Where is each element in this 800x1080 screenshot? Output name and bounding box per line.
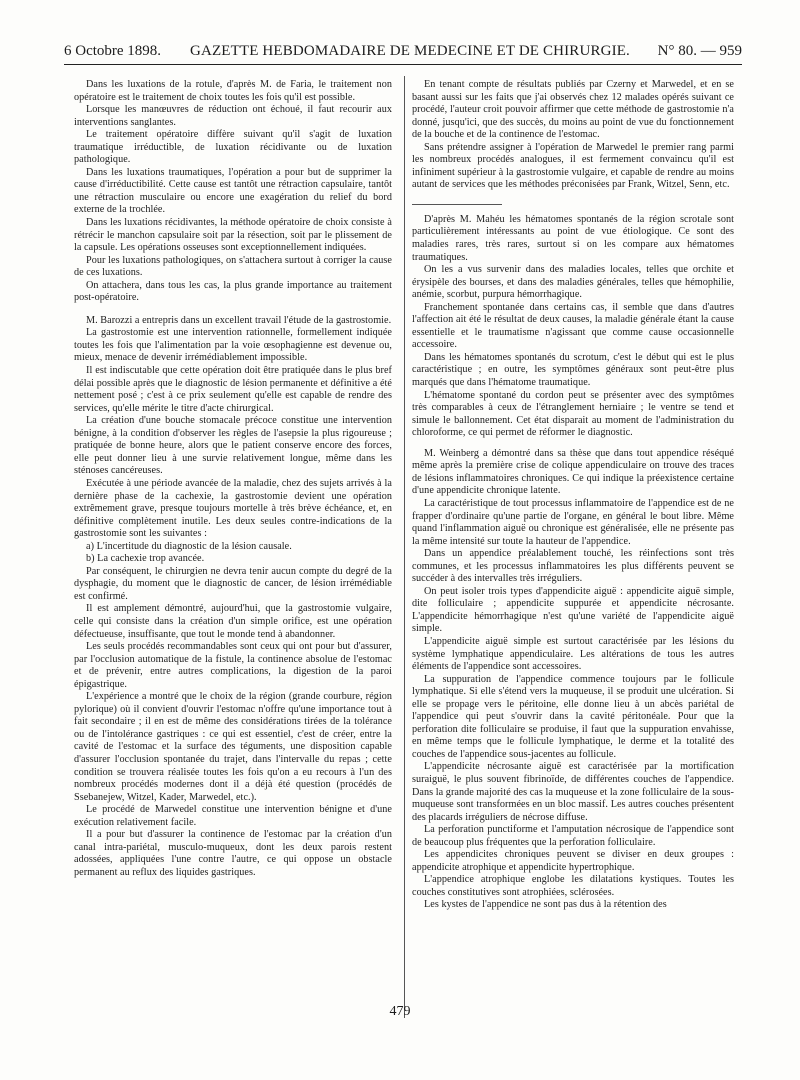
paragraph: Dans les luxations traumatiques, l'opération a pour but de supprimer la cause d'irréductibilité. Cette cause est tantôt une rétraction capsulaire, tantôt une rétraction musculaire ou encore une exagération du relief du bord externe de la trochlée. xyxy=(74,166,392,216)
paragraph: Les kystes de l'appendice ne sont pas dus à la rétention des xyxy=(424,899,667,911)
list-item: a) L'incertitude du diagnostic de la lésion causale. xyxy=(86,540,292,552)
paragraph: Les seuls procédés recommandables sont ceux qui ont pour but d'assurer, par l'occlusion automatique de la fistule, la continence absolue de l'estomac et de prévenir, entre autres complications, la digestion de la paroi épigastrique. xyxy=(74,641,392,690)
paragraph: L'hématome spontané du cordon peut se présenter avec des symptômes très comparables à ceux de l'étranglement herniaire ; le ventre se tend et simule le ballonnement. Cet état disparait au moment de l'administration du chloroforme, ce qui permet de réformer le diagnostic. xyxy=(412,389,734,439)
paragraph: Dans les luxations récidivantes, la méthode opératoire de choix consiste à rétrécir le manchon capsulaire soit par la résection, soit par le plissement de la capsule. Les opérations osseuses sont exceptionnellement indiquées. xyxy=(74,217,392,254)
paragraph: Dans un appendice préalablement touché, les réinfections sont très communes, et les processus inflammatoires les plus différents peuvent se succéder à des intervalles très irréguliers. xyxy=(412,548,734,585)
paragraph: Pour les luxations pathologiques, on s'attachera surtout à corriger la cause de ces luxations. xyxy=(74,254,392,279)
paragraph: Lorsque les manœuvres de réduction ont échoué, il faut recourir aux interventions sanglantes. xyxy=(74,104,392,128)
paragraph: Il est indiscutable que cette opération doit être pratiquée dans le plus bref délai possible après que le diagnostic de lésion permanente et définitive a été nettement posé ; c'est à ce prix seulement qu'elle est capable de rendre des services, qu'elle mérite le titre d'acte chirurgical. xyxy=(74,365,392,414)
paragraph: Franchement spontanée dans certains cas, il semble que dans d'autres l'affection ait été le résultat de deux causes, la maladie générale étant la cause essentielle et le traumatisme n'agissant que comme cause occasionnelle accessoire. xyxy=(412,301,734,351)
right-column xyxy=(412,79,734,1029)
journal-title: GAZETTE HEBDOMADAIRE DE MEDECINE ET DE CHIRURGIE. xyxy=(190,43,630,59)
paragraph: Dans les hématomes spontanés du scrotum, c'est le début qui est le plus caractéristique ; en outre, les symptômes généraux sont peut-être plus marqués que dans l'hématome traumatique. xyxy=(412,351,734,389)
paragraph: M. Weinberg a démontré dans sa thèse que dans tout appendice réséqué même après la première crise de colique appendiculaire on trouve des traces de lésions inflammatoires chroniques. Ce qui indique la préexistence certaine d'une appendicite chronique latente. xyxy=(412,447,734,497)
running-head xyxy=(64,40,742,62)
paragraph: L'expérience a montré que le choix de la région (grande courbure, région pylorique) où il convient d'ouvrir l'estomac n'offre qu'une importance tout à fait secondaire ; il en est de même des considérations tirées de la tolérance ou de l'intolérance gastriques : ce qui est essentiel, c'est de créer, entre la cavité de l'estomac et la surface des téguments, une disposition capable d'assurer l'occlusion spontanée du trajet, dans l'intervalle du repas ; cette condition se trouvera réalisée toutes les fois qu'on a eu recours à l'un des nombreux procédés modernes dont il a déjà été question (procédés de Ssebanejew, Witzel, Kader, Marwedel, etc.). xyxy=(74,691,392,803)
paragraph: Il est amplement démontré, aujourd'hui, que la gastrostomie vulgaire, celle qui consiste dans la création d'un simple orifice, est une opération défectueuse, insuffisante, que tout le monde tend à abandonner. xyxy=(74,603,392,640)
paragraph: Le traitement opératoire diffère suivant qu'il s'agit de luxation traumatique irréductible, de luxation récidivante ou de luxation pathologique. xyxy=(74,129,392,166)
paragraph: Les appendicites chroniques peuvent se diviser en deux groupes : appendicite atrophique et appendicite hypertrophique. xyxy=(412,849,734,873)
paragraph: Sans prétendre assigner à l'opération de Marwedel le premier rang parmi les nombreux procédés analogues, il est fermement convaincu qu'il est infiniment supérieur à la gastrostomie vulgaire, et capable de rendre au moins autant de services que les méthodes préconisées par Frank, Witzel, Senn, etc. xyxy=(412,141,734,191)
paragraph: L'appendice atrophique englobe les dilatations kystiques. Toutes les couches constitutives sont atrophiées, sclérosées. xyxy=(412,874,734,898)
page-number: 479 xyxy=(389,1004,411,1019)
list-item: b) La cachexie trop avancée. xyxy=(86,553,205,565)
paragraph: L'appendicite nécrosante aiguë est caractérisée par la mortification suraiguë, le plus souvent fibrinoïde, de différentes couches de l'appendice. Dans la grande majorité des cas la muqueuse et la zone folliculaire de la sous-muqueuse sont transformées en un bloc massif. Les autres couches présentent des placards irréguliers de nécrose diffuse. xyxy=(412,761,734,823)
left-column xyxy=(74,79,392,1029)
issue-and-page-number: N° 80. — 959 xyxy=(657,43,742,59)
paragraph: Par conséquent, le chirurgien ne devra tenir aucun compte du degré de la dysphagie, du moment que le diagnostic de cancer, de lésion irrémédiable est confirmé. xyxy=(74,565,392,602)
paragraph: Le procédé de Marwedel constitue une intervention bénigne et d'une exécution relativement facile. xyxy=(74,804,392,828)
paragraph: On les a vus survenir dans des maladies locales, telles que orchite et érysipèle des bourses, et dans des maladies générales, telles que hémophilie, anémie, scorbut, purpura hémorrhagique. xyxy=(412,264,734,301)
header-rule xyxy=(64,64,742,65)
section-separator xyxy=(412,204,502,205)
paragraph: On attachera, dans tous les cas, la plus grande importance au traitement post-opératoire. xyxy=(74,279,392,304)
issue-date: 6 Octobre 1898. xyxy=(64,43,162,59)
paragraph: La suppuration de l'appendice commence toujours par le follicule lymphatique. Si elle s'étend vers la muqueuse, il se produit une ulcération. Si elle se propage vers le péritoine, elle donne lieu à un abcès pariétal de l'appendice qui peut s'ouvrir dans la cavité péritonéale. Pour que la perforation dite folliculaire se produise, il faut que la suppuration envahisse, en même temps que le follicule lymphatique, le derme et la totalité des couches de l'appendice sous-jacentes au follicule. xyxy=(412,673,734,760)
paragraph: La caractéristique de tout processus inflammatoire de l'appendice est de ne frapper d'ordinaire qu'une partie de l'organe, en général le bout libre. Même quand l'inflammation aiguë ou chronique est généralisée, elle ne présente pas la même intensité sur toute la hauteur de l'appendice. xyxy=(412,497,734,547)
paragraph: La gastrostomie est une intervention rationnelle, formellement indiquée toutes les fois que l'alimentation par la voie œsophagienne est devenue ou, mieux, menace de devenir irrémédiablement impossible. xyxy=(74,327,392,364)
paragraph: On peut isoler trois types d'appendicite aiguë : appendicite aiguë simple, dite folliculaire ; appendicite suppurée et appendicite nécrosante. L'appendicite hémorrhagique n'est qu'une variété de l'appendicite aiguë simple. xyxy=(412,585,734,635)
column-divider xyxy=(404,76,405,1018)
paragraph: La création d'une bouche stomacale précoce constitue une intervention bénigne, à la condition d'observer les règles de l'asepsie la plus rigoureuse ; pratiquée de bonne heure, alors que le patient conserve encore des forces, elle peut donner lieu à une survie relativement longue, même dans les sténoses cancéreuses. xyxy=(74,415,392,477)
paragraph: Exécutée à une période avancée de la maladie, chez des sujets arrivés à la dernière phase de la cachexie, la gastrostomie devient une opération extrêmement grave, presque toujours mortelle à très brève échéance, et, en définitive complètement inutile. Les deux seules contre-indications de la gastrostomie sont les suivantes : xyxy=(74,477,392,540)
paragraph: L'appendicite aiguë simple est surtout caractérisée par les lésions du système lymphatique appendiculaire. Les altérations de tous les autres éléments de l'appendice sont accessoires. xyxy=(412,635,734,673)
paragraph: Il a pour but d'assurer la continence de l'estomac par la création d'un canal intra-pariétal, musculo-muqueux, dont les deux parois restent adossées, appliquées l'une contre l'autre, ce qui oppose un obstacle permanent au reflux des liquides gastriques. xyxy=(74,829,392,878)
paragraph: M. Barozzi a entrepris dans un excellent travail l'étude de la gastrostomie. xyxy=(86,314,392,326)
paragraph: En tenant compte de résultats publiés par Czerny et Marwedel, et en se basant aussi sur les faits que j'ai observés chez 12 malades opérés suivant ce procédé, l'auteur croit pouvoir affirmer que cette méthode de gastrostomie n'a donné, jusqu'ici, que des succès, du moins au point de vue du fonctionnement de la bouche et de la continence de l'estomac. xyxy=(412,79,734,141)
paragraph: Dans les luxations de la rotule, d'après M. de Faria, le traitement non opératoire est le traitement de choix toutes les fois qu'il est possible. xyxy=(74,79,392,103)
paragraph: D'après M. Mahéu les hématomes spontanés de la région scrotale sont particulièrement intéressants au point de vue étiologique. Ce sont des maladies rares, très rares, surtout si on les compare aux hématomes traumatiques. xyxy=(412,213,734,263)
paragraph: La perforation punctiforme et l'amputation nécrosique de l'appendice sont de beaucoup plus fréquentes que la perforation folliculaire. xyxy=(412,824,734,848)
